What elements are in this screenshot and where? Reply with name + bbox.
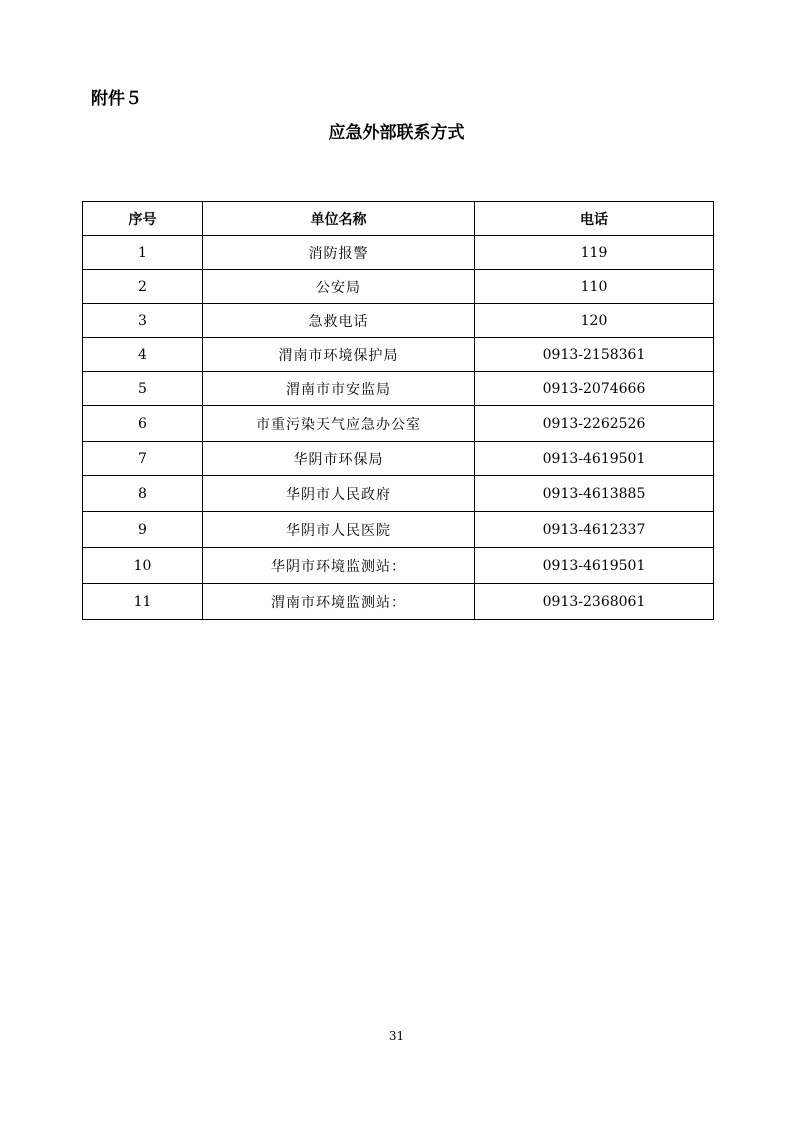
table-row [83, 304, 714, 338]
row-phone: 110 [475, 270, 714, 304]
header-name: 单位名称 [203, 202, 475, 236]
row-seq: 4 [83, 338, 203, 372]
row-seq: 1 [83, 236, 203, 270]
row-phone: 120 [475, 304, 714, 338]
row-phone: 0913-4613885 [475, 476, 714, 512]
table-row [83, 476, 714, 512]
table-row [83, 512, 714, 548]
row-name: 渭南市环境保护局 [203, 338, 475, 372]
table-row [83, 338, 714, 372]
row-name: 华阴市环境监测站： [203, 548, 475, 584]
row-name: 急救电话 [203, 304, 475, 338]
table-row [83, 372, 714, 406]
row-name: 消防报警 [203, 236, 475, 270]
row-name: 华阴市人民政府 [203, 476, 475, 512]
row-name: 渭南市市安监局 [203, 372, 475, 406]
row-seq: 6 [83, 406, 203, 442]
row-phone: 0913-2074666 [475, 372, 714, 406]
row-name: 渭南市环境监测站： [203, 584, 475, 620]
contacts-table [82, 201, 714, 620]
row-phone: 0913-2262526 [475, 406, 714, 442]
row-name: 市重污染天气应急办公室 [203, 406, 475, 442]
table-row [83, 442, 714, 476]
row-phone: 0913-2158361 [475, 338, 714, 372]
page-title: 应急外部联系方式 [328, 123, 465, 143]
header-seq: 序号 [83, 202, 203, 236]
row-phone: 0913-4619501 [475, 548, 714, 584]
row-name: 华阴市人民医院 [203, 512, 475, 548]
row-name: 华阴市环保局 [203, 442, 475, 476]
row-seq: 5 [83, 372, 203, 406]
row-seq: 3 [83, 304, 203, 338]
table-row [83, 270, 714, 304]
row-seq: 2 [83, 270, 203, 304]
row-seq: 7 [83, 442, 203, 476]
table-row [83, 406, 714, 442]
table-row [83, 548, 714, 584]
row-seq: 9 [83, 512, 203, 548]
row-seq: 11 [83, 584, 203, 620]
row-phone: 0913-4619501 [475, 442, 714, 476]
table-header-row [83, 202, 714, 236]
row-name: 公安局 [203, 270, 475, 304]
table-row [83, 584, 714, 620]
page-number: 31 [388, 1029, 405, 1043]
table-row [83, 236, 714, 270]
attachment-label: 附件５ [91, 89, 142, 109]
row-phone: 0913-2368061 [475, 584, 714, 620]
header-phone: 电话 [475, 202, 714, 236]
row-seq: 10 [83, 548, 203, 584]
row-phone: 0913-4612337 [475, 512, 714, 548]
row-phone: 119 [475, 236, 714, 270]
row-seq: 8 [83, 476, 203, 512]
